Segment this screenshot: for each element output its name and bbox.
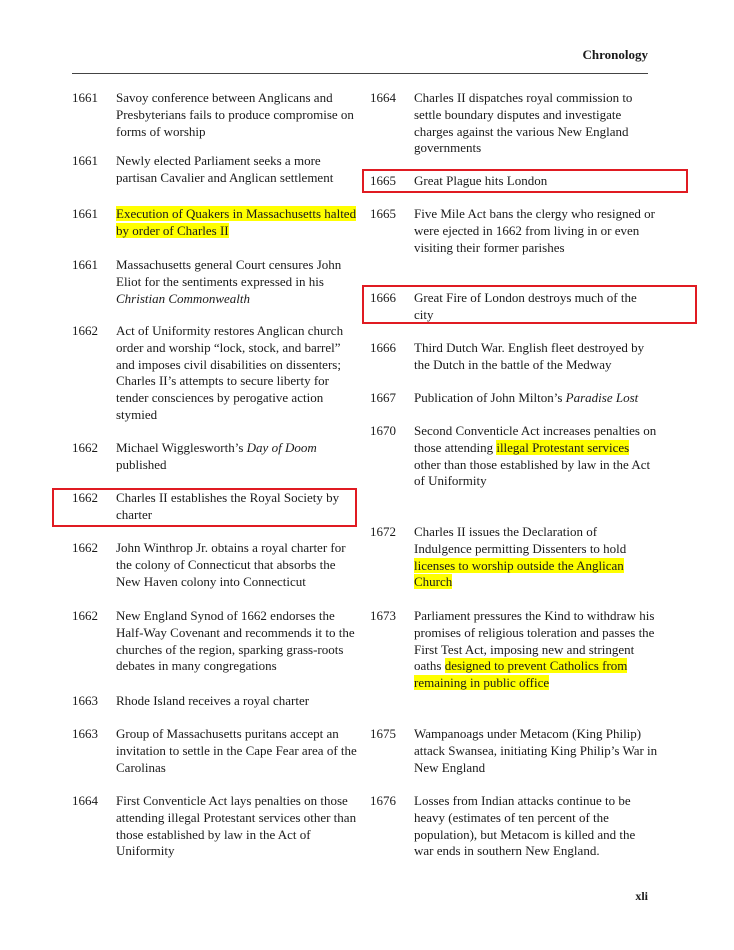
text-run: Charles II establishes the Royal Society by charter [116,490,340,522]
italic-title: Paradise Lost [565,390,639,405]
entry-year: 1662 [72,540,98,555]
text-run: published [116,456,167,472]
highlighted-text: illegal Protestant services [496,439,630,455]
entry-text [414,423,658,490]
text-run: Great Plague hits London [414,173,548,188]
entry-year: 1675 [370,726,396,741]
entry-year: 1662 [72,490,98,505]
entry-text [116,608,357,675]
text-run: John Winthrop Jr. obtains a royal charter for the colony of Connecticut that absorbs the New Haven colony into Connecticut [116,540,346,589]
entry-year: 1662 [72,608,98,623]
chronology-entry [72,206,357,240]
chronology-entry [368,390,658,407]
text-run: Charles II issues the Declaration of Indulgence permitting Dissenters to hold [414,524,627,556]
entry-year: 1664 [72,793,98,808]
entry-year: 1676 [370,793,396,808]
text-run: Great Fire of London destroys much of the city [414,290,637,322]
entry-year: 1661 [72,257,98,272]
chronology-entry [368,524,658,591]
text-run: Publication of John Milton’s [414,390,566,405]
text-run: Michael Wigglesworth’s [116,440,247,455]
entry-text [116,793,357,860]
text-run: Parliament pressures the Kind to withdraw his promises of religious toleration and passes the First Test Act, imposing new and stringent oaths [414,608,655,674]
chronology-entry [368,90,658,157]
chronology-entry [368,793,658,860]
entry-year: 1661 [72,206,98,221]
text-run: New England Synod of 1662 endorses the Half-Way Covenant and recommends it to the churches of the region, sparking grass-roots debates in many congregations [116,608,355,674]
entry-text [116,153,357,187]
entry-text [116,323,357,424]
text-run: Five Mile Act bans the clergy who resigned or were ejected in 1662 from living in or even visiting their former parishes [414,206,655,255]
entry-text [116,726,357,776]
chronology-entry [368,206,658,256]
highlight-box-great-plague [362,169,688,193]
text-run: Massachusetts general Court censures John Eliot for the sentiments expressed in his [116,257,342,289]
entry-text [414,608,658,692]
entry-year: 1664 [370,90,396,105]
running-header: Chronology [582,47,648,62]
highlight-box-royal-society [52,488,357,527]
chronology-entry [72,440,357,474]
entry-year: 1661 [72,153,98,168]
highlighted-text: licenses to worship outside the Anglican Church [414,557,624,590]
entry-year: 1662 [72,440,98,455]
entry-year: 1667 [370,390,396,405]
chronology-entry [72,540,357,590]
entry-text [414,340,658,374]
entry-year: 1662 [72,323,98,338]
entry-text [116,206,357,240]
entry-text [414,90,658,157]
chronology-entry [368,340,658,374]
italic-title: Day of Doom [246,440,317,455]
entry-year: 1665 [370,173,396,188]
entry-text [116,90,357,140]
entry-text [116,440,357,474]
text-run: other than those established by law in the Act of Uniformity [414,456,651,489]
highlight-box-great-fire [362,285,697,324]
chronology-entry [72,323,357,424]
text-run: Wampanoags under Metacom (King Philip) attack Swansea, initiating King Philip’s War in New England [414,726,658,775]
chronology-entry [72,693,357,710]
chronology-entry [72,608,357,675]
entry-text [414,726,658,776]
entry-year: 1670 [370,423,396,438]
page-number: xli [635,889,648,903]
chronology-entry [368,726,658,776]
italic-title: Christian Commonwealth [116,290,250,306]
entry-text [414,524,658,591]
entry-year: 1661 [72,90,98,105]
entry-year: 1663 [72,693,98,708]
text-run: Rhode Island receives a royal charter [116,693,310,708]
text-run: Charles II dispatches royal commission to settle boundary disputes and investigate charges against the various New England governments [414,90,633,156]
text-run: Group of Massachusetts puritans accept an invitation to settle in the Cape Fear area of the Carolinas [116,726,357,775]
entry-year: 1673 [370,608,396,623]
text-run: First Conventicle Act lays penalties on those attending illegal Protestant services other than those established by law in the Act of Uniformity [116,793,357,859]
text-run: Newly elected Parliament seeks a more partisan Cavalier and Anglican settlement [116,153,334,185]
chronology-entry [72,153,357,187]
entry-text [116,540,357,590]
text-run: Losses from Indian attacks continue to be heavy (estimates of ten percent of the population), but Metacom is killed and the war ends in southern New England. [414,793,636,859]
highlighted-text: designed to prevent Catholics from remaining in public office [414,658,628,691]
entry-text [414,206,658,256]
chronology-entry [72,257,357,307]
chronology-entry [368,608,658,692]
text-run: Third Dutch War. English fleet destroyed by the Dutch in the battle of the Medway [414,340,645,372]
highlighted-text: Execution of Quakers in Massachusetts halted by order of Charles II [116,206,357,238]
chronology-entry [72,726,357,776]
entry-text [116,693,357,710]
entry-text [414,793,658,860]
entry-text [116,257,357,307]
chronology-entry [368,423,658,490]
header-rule [72,73,648,74]
entry-year: 1666 [370,290,396,305]
entry-year: 1663 [72,726,98,741]
chronology-entry [72,793,357,860]
text-run: Second Conventicle Act increases penalties on those attending [414,423,657,455]
text-run: Savoy conference between Anglicans and Presbyterians fails to produce compromise on forms of worship [116,90,354,139]
entry-year: 1672 [370,524,396,539]
entry-text [414,390,658,407]
text-run: Act of Uniformity restores Anglican church order and worship “lock, stock, and barrel” and imposes civil disabilities on dissenters; Charles II’s attempts to secure liberty for tender consciences by perogative action stymied [116,323,344,422]
entry-year: 1665 [370,206,396,221]
chronology-entry [72,90,357,140]
entry-year: 1666 [370,340,396,355]
